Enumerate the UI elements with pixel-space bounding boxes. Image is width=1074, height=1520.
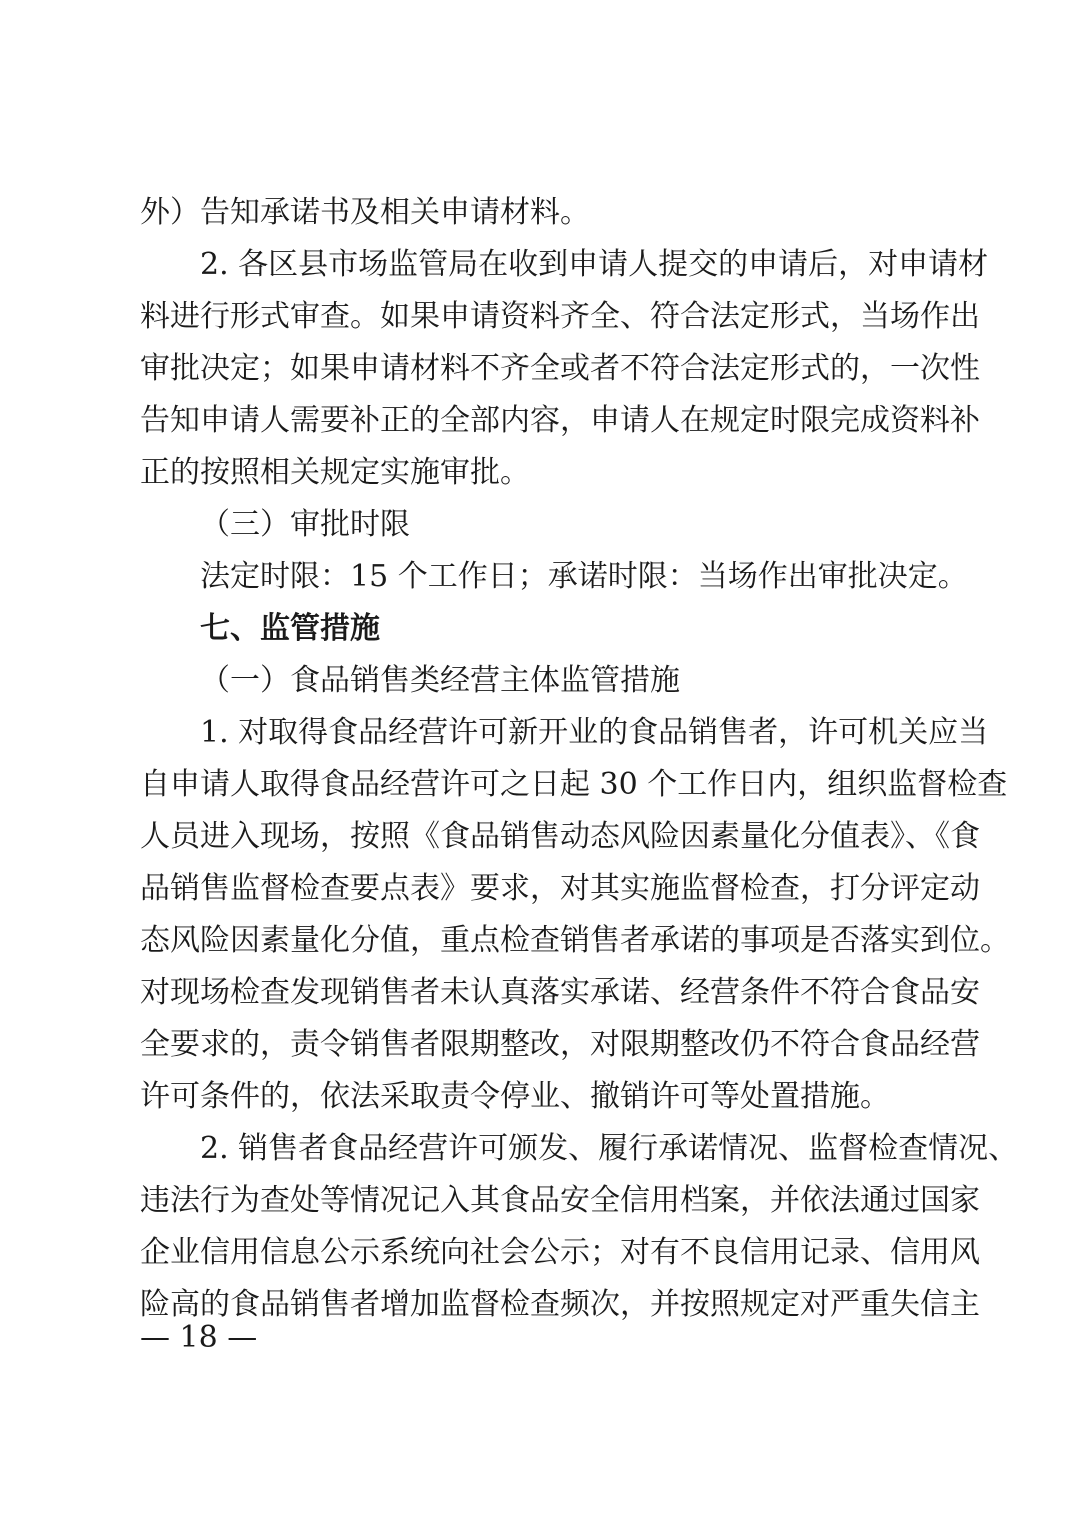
paragraph-line: 告知申请人需要补正的全部内容，申请人在规定时限完成资料补 — [140, 403, 980, 438]
section-heading: 七、监管措施 — [200, 611, 380, 646]
paragraph-line: 料进行形式审查。如果申请资料齐全、符合法定形式，当场作出 — [140, 299, 980, 334]
paragraph-line: 1. 对取得食品经营许可新开业的食品销售者，许可机关应当 — [200, 715, 989, 750]
paragraph-line: 企业信用信息公示系统向社会公示；对有不良信用记录、信用风 — [140, 1235, 980, 1270]
paragraph-line: 态风险因素量化分值，重点检查销售者承诺的事项是否落实到位。 — [140, 923, 1010, 958]
paragraph-line: 审批决定；如果申请材料不齐全或者不符合法定形式的，一次性 — [140, 351, 980, 386]
page-number: — 18 — — [140, 1320, 258, 1355]
paragraph-line: 对现场检查发现销售者未认真落实承诺、经营条件不符合食品安 — [140, 975, 980, 1010]
paragraph-line: 2. 销售者食品经营许可颁发、履行承诺情况、监督检查情况、 — [200, 1131, 1019, 1166]
paragraph-line: 违法行为查处等情况记入其食品安全信用档案，并依法通过国家 — [140, 1183, 980, 1218]
paragraph-line: 品销售监督检查要点表》要求，对其实施监督检查，打分评定动 — [140, 871, 980, 906]
paragraph-line: 许可条件的，依法采取责令停业、撤销许可等处置措施。 — [140, 1079, 890, 1114]
paragraph-line: 2. 各区县市场监管局在收到申请人提交的申请后，对申请材 — [200, 247, 989, 282]
paragraph-line: 外）告知承诺书及相关申请材料。 — [140, 195, 590, 230]
section-subheading: （三）审批时限 — [200, 507, 410, 542]
paragraph-line: 法定时限：15 个工作日；承诺时限：当场作出审批决定。 — [200, 559, 968, 594]
paragraph-line: 人员进入现场，按照《食品销售动态风险因素量化分值表》、《食 — [140, 819, 980, 854]
section-subheading: （一）食品销售类经营主体监管措施 — [200, 663, 680, 698]
paragraph-line: 全要求的，责令销售者限期整改，对限期整改仍不符合食品经营 — [140, 1027, 980, 1062]
paragraph-line: 正的按照相关规定实施审批。 — [140, 455, 530, 490]
paragraph-line: 险高的食品销售者增加监督检查频次，并按照规定对严重失信主 — [140, 1287, 980, 1322]
paragraph-line: 自申请人取得食品经营许可之日起 30 个工作日内，组织监督检查 — [140, 767, 1008, 802]
